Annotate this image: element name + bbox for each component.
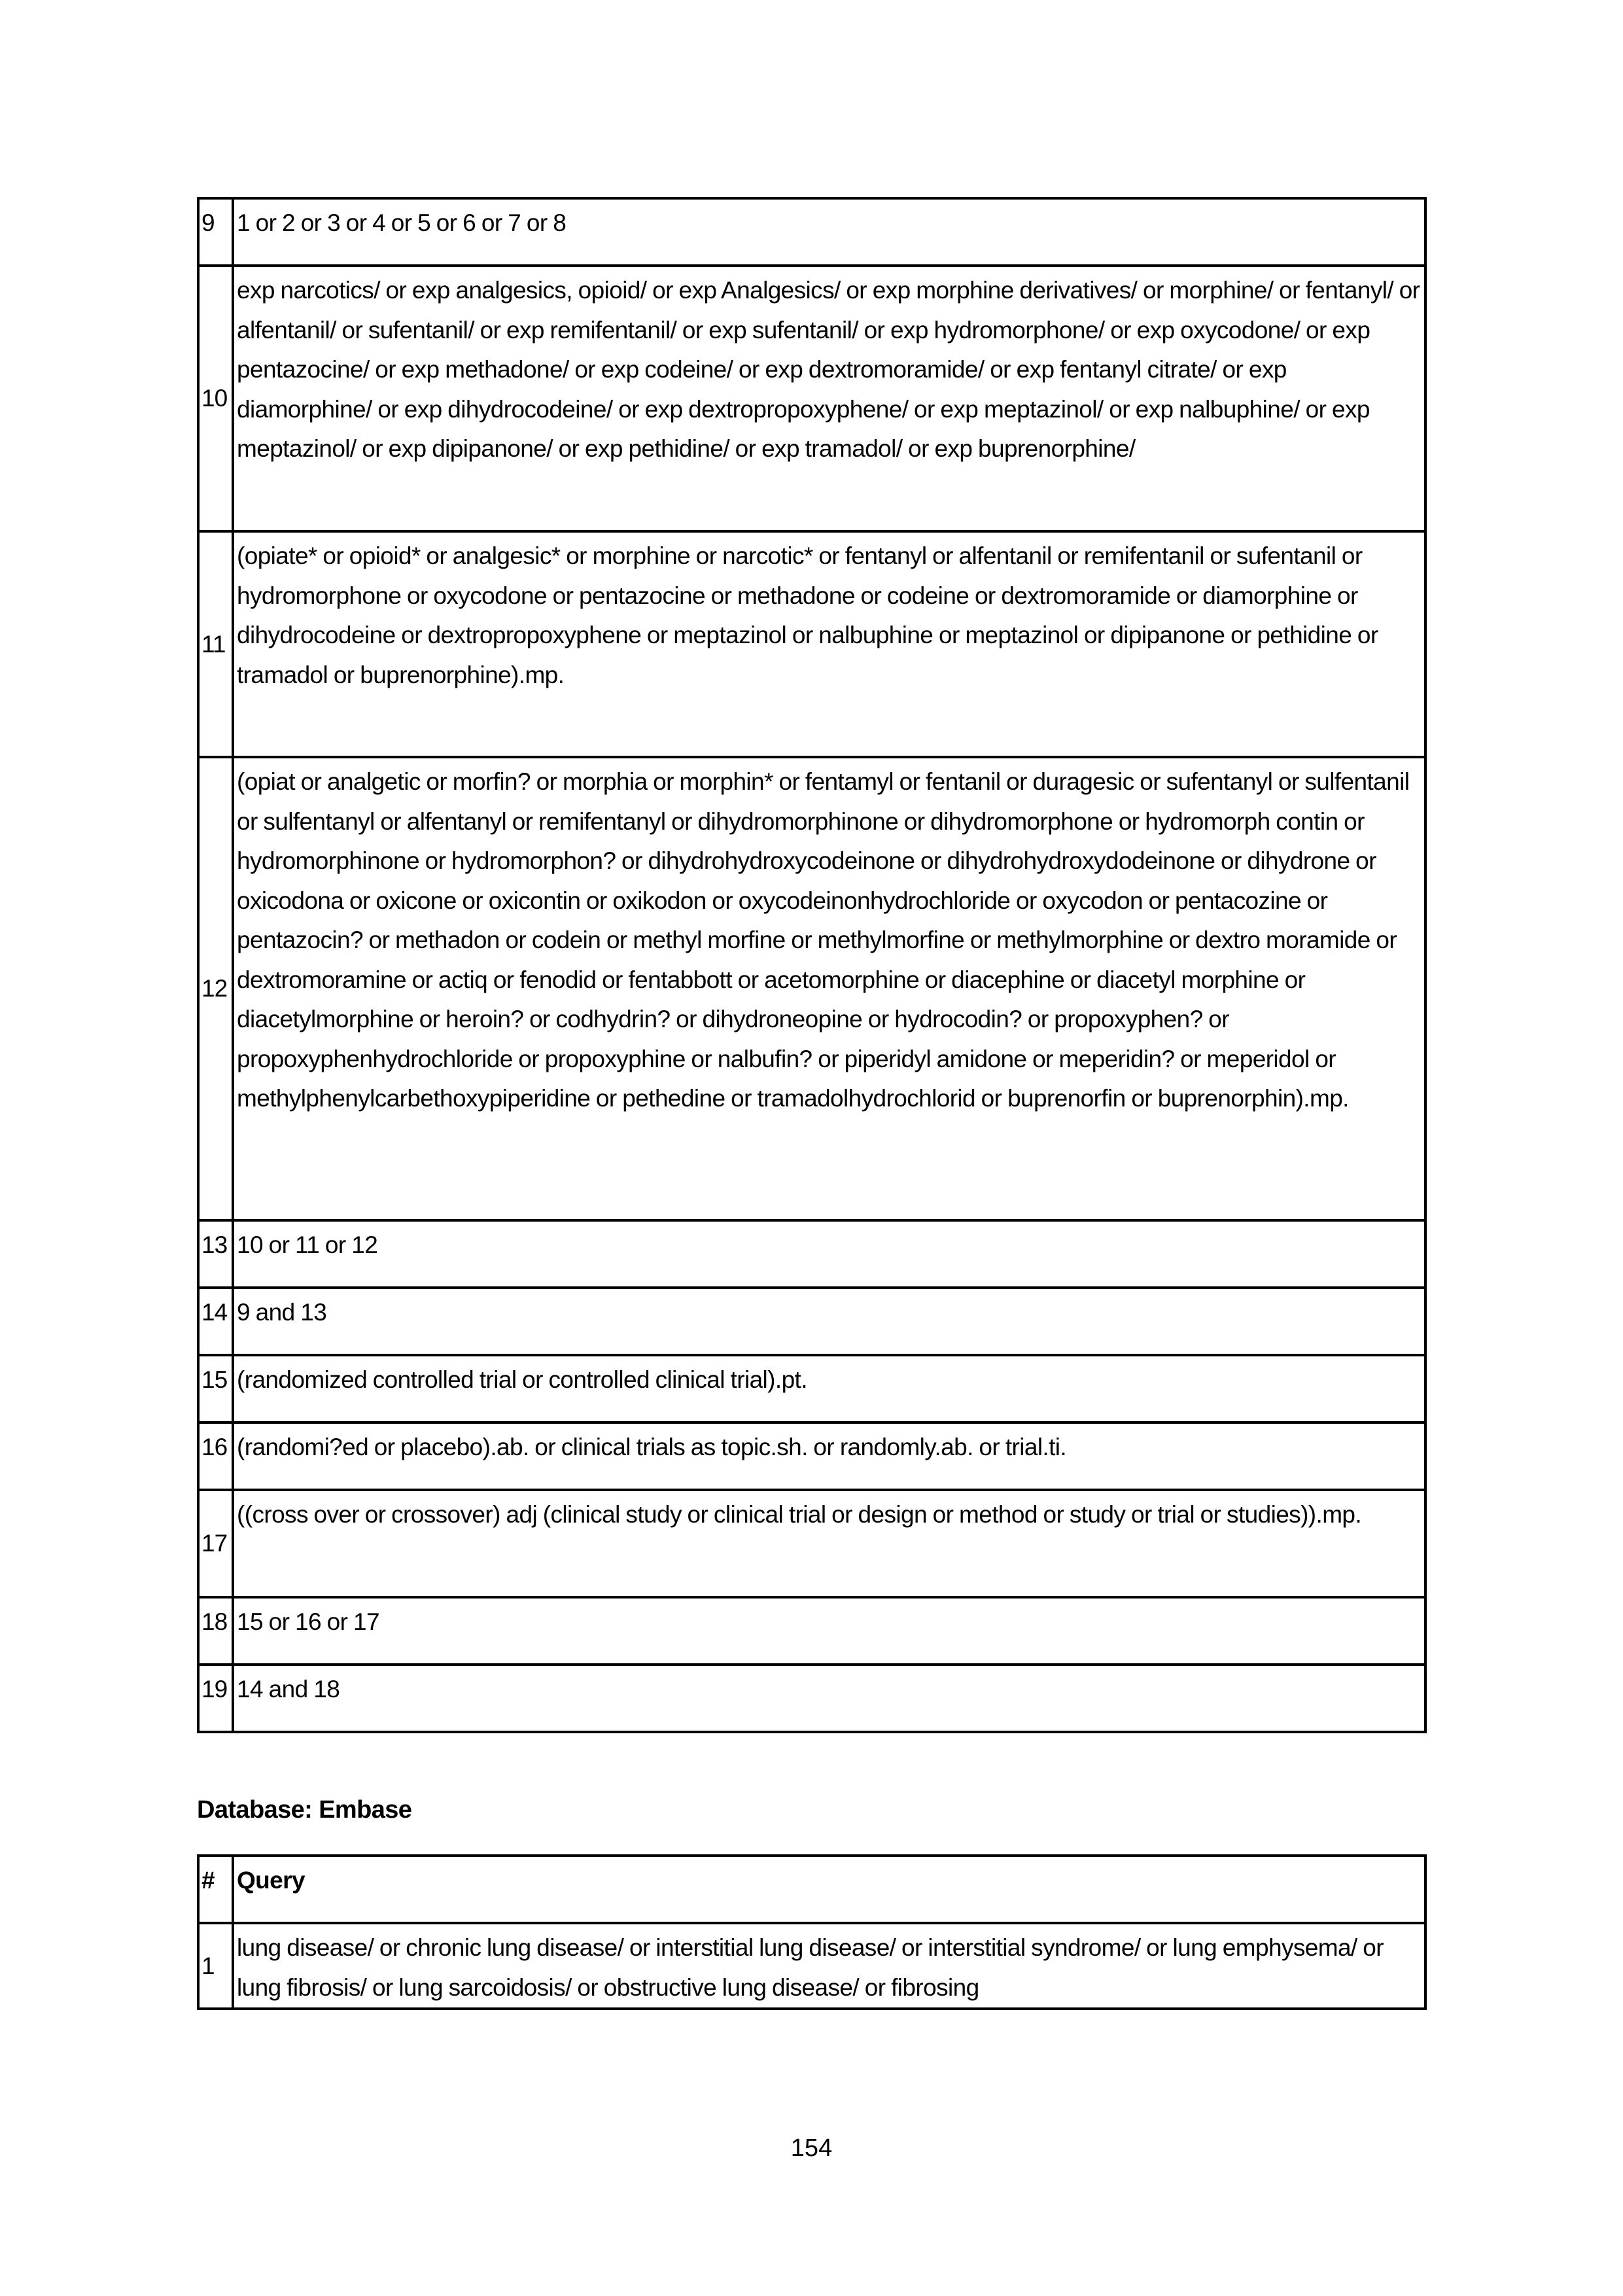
row-number: 17 — [198, 1490, 233, 1597]
row-number: 14 — [198, 1288, 233, 1355]
table-row — [198, 1422, 1425, 1490]
row-query: 14 and 18 — [233, 1665, 1425, 1732]
row-query: 9 and 13 — [233, 1288, 1425, 1355]
row-query: ((cross over or crossover) adj (clinical study or clinical trial or design or method or study or trial or studies)).mp. — [233, 1490, 1425, 1597]
row-number: 11 — [198, 531, 233, 757]
table-row — [198, 1597, 1425, 1665]
header-number: # — [198, 1856, 233, 1923]
row-number: 9 — [198, 198, 233, 266]
row-query: 15 or 16 or 17 — [233, 1597, 1425, 1665]
row-query: (randomized controlled trial or controlled clinical trial).pt. — [233, 1355, 1425, 1422]
row-number: 18 — [198, 1597, 233, 1665]
row-query: (randomi?ed or placebo).ab. or clinical trials as topic.sh. or randomly.ab. or trial.ti. — [233, 1422, 1425, 1490]
row-query: (opiat or analgetic or morfin? or morphia or morphin* or fentamyl or fentanil or duragesic or sufentanyl or sulfentanil or sulfentanyl or alfentanyl or remifentanyl or dihydromorphinone or dihydromorphone or hydromorph contin or hydromorphinone or hydromorphon? or dihydrohydroxycodeinone or dihydrohydroxydodeinone or dihydrone or oxicodona or oxicone or oxicontin or oxikodon or oxycodeinonhydrochloride or oxycodon or pentacozine or pentazocin? or methadon or codein or methyl morfine or methylmorfine or methylmorphine or dextro moramide or dextromoramine or actiq or fenodid or fentabbott or acetomorphine or diacephine or diacetyl morphine or diacetylmorphine or heroin? or codhydrin? or dihydroneopine or hydrocodin? or propoxyphen? or propoxyphenhydrochloride or propoxyphine or nalbufin? or piperidyl amidone or meperidin? or meperidol or methylphenylcarbethoxypiperidine or pethedine or tramadolhydrochlorid or buprenorfin or buprenorphin).mp. — [233, 757, 1425, 1220]
table-row — [198, 757, 1425, 1220]
table-row — [198, 531, 1425, 757]
medline-search-table — [197, 197, 1427, 1733]
table-row — [198, 1355, 1425, 1422]
row-number: 1 — [198, 1923, 233, 2009]
table-row — [198, 1288, 1425, 1355]
table-row — [198, 198, 1425, 266]
row-query: 1 or 2 or 3 or 4 or 5 or 6 or 7 or 8 — [233, 198, 1425, 266]
table-header-row — [198, 1856, 1425, 1923]
row-number: 10 — [198, 266, 233, 531]
table-row — [198, 1665, 1425, 1732]
row-number: 12 — [198, 757, 233, 1220]
embase-search-table — [197, 1854, 1427, 2010]
table-row — [198, 1923, 1425, 2009]
row-number: 19 — [198, 1665, 233, 1732]
row-number: 13 — [198, 1220, 233, 1288]
header-query: Query — [233, 1856, 1425, 1923]
row-number: 15 — [198, 1355, 233, 1422]
row-query: exp narcotics/ or exp analgesics, opioid/ or exp Analgesics/ or exp morphine derivatives/ or morphine/ or fentanyl/ or alfentanil/ or sufentanil/ or exp remifentanil/ or exp sufentanil/ or exp hydromorphone/ or exp oxycodone/ or exp pentazocine/ or exp methadone/ or exp codeine/ or exp dextromoramide/ or exp fentanyl citrate/ or exp diamorphine/ or exp dihydrocodeine/ or exp dextropropoxyphene/ or exp meptazinol/ or exp nalbuphine/ or exp meptazinol/ or exp dipipanone/ or exp pethidine/ or exp tramadol/ or exp buprenorphine/ — [233, 266, 1425, 531]
table-row — [198, 266, 1425, 531]
section-heading-embase: Database: Embase — [197, 1796, 412, 1824]
row-query: lung disease/ or chronic lung disease/ or interstitial lung disease/ or interstitial syndrome/ or lung emphysema/ or lung fibrosis/ or lung sarcoidosis/ or obstructive lung disease/ or fibrosing — [233, 1923, 1425, 2009]
table-row — [198, 1220, 1425, 1288]
row-query: 10 or 11 or 12 — [233, 1220, 1425, 1288]
row-query: (opiate* or opioid* or analgesic* or morphine or narcotic* or fentanyl or alfentanil or remifentanil or sufentanil or hydromorphone or oxycodone or pentazocine or methadone or codeine or dextromoramide or diamorphine or dihydrocodeine or dextropropoxyphene or meptazinol or nalbuphine or meptazinol or dipipanone or pethidine or tramadol or buprenorphine).mp. — [233, 531, 1425, 757]
table-row — [198, 1490, 1425, 1597]
row-number: 16 — [198, 1422, 233, 1490]
page-number: 154 — [790, 2134, 833, 2162]
